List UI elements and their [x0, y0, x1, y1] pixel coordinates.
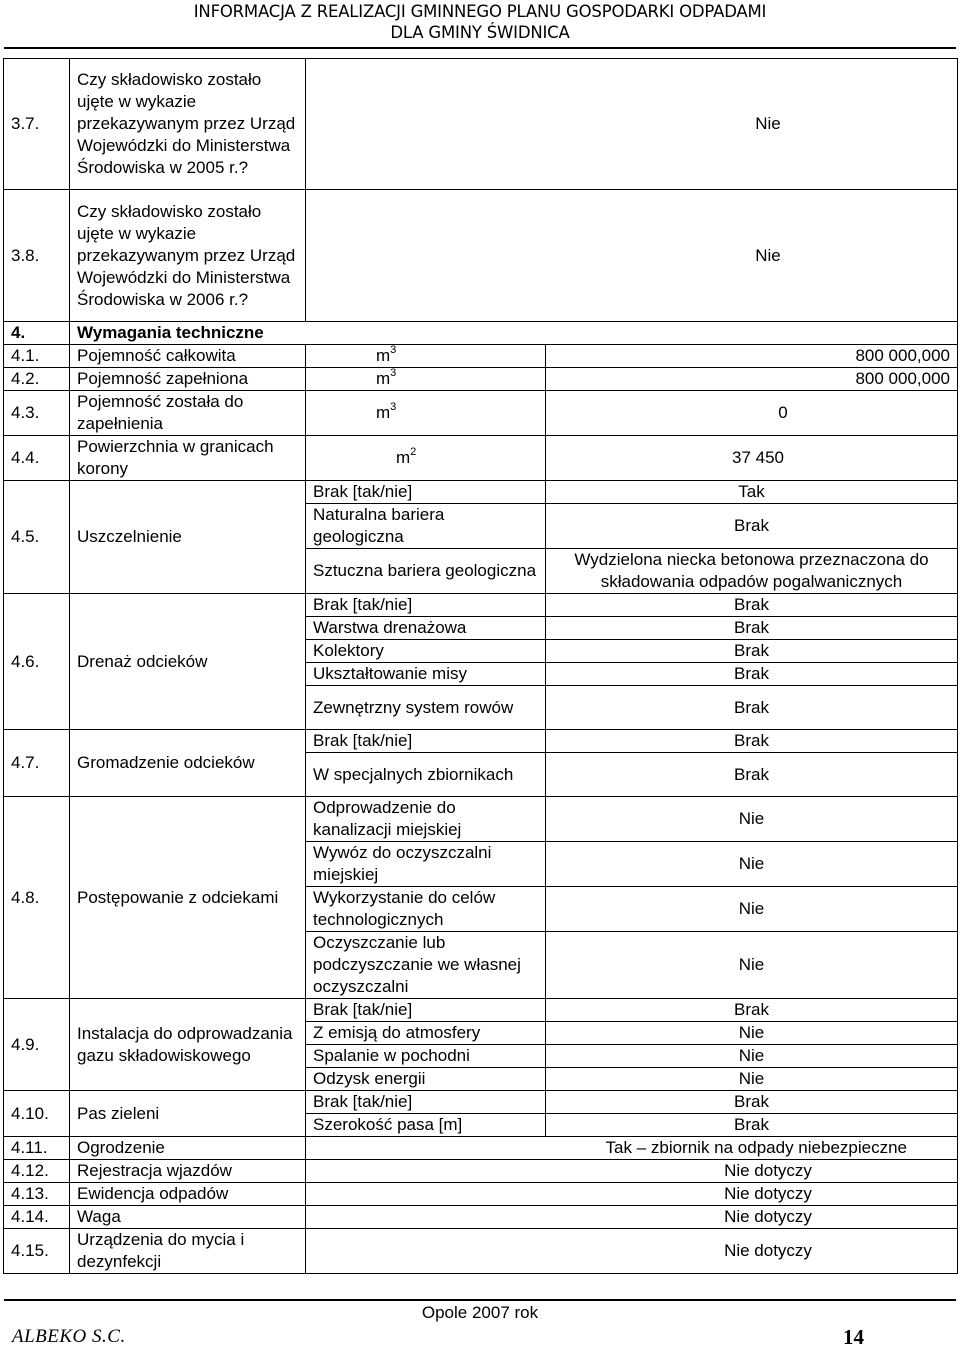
- table-row: [4, 391, 958, 436]
- row-number: 4.6.: [4, 594, 70, 730]
- table-row: [4, 1229, 958, 1274]
- sub-item-label: Sztuczna bariera geologiczna: [306, 549, 546, 594]
- sub-item-value: Brak: [546, 504, 958, 549]
- sub-item-value: Brak: [546, 617, 958, 640]
- row-number: 4.5.: [4, 481, 70, 594]
- sub-item-label: Kolektory: [306, 640, 546, 663]
- row-number: 4.12.: [4, 1160, 70, 1183]
- sub-item-value: Tak: [546, 481, 958, 504]
- row-number: 4.1.: [4, 345, 70, 368]
- sub-item-label: Oczyszczanie lub podczyszczanie we własnej oczyszczalni: [306, 932, 546, 999]
- table-row: [4, 1183, 958, 1206]
- row-question: Uszczelnienie: [70, 481, 306, 594]
- row-number: 4.10.: [4, 1091, 70, 1137]
- sub-item-label: Naturalna bariera geologiczna: [306, 504, 546, 549]
- row-value: 800 000,000: [546, 345, 958, 368]
- sub-item-label: Wywóz do oczyszczalni miejskiej: [306, 842, 546, 887]
- row-question: Czy składowisko zostało ujęte w wykazie przekazywanym przez Urząd Wojewódzki do Ministerstwa Środowiska w 2005 r.?: [70, 59, 306, 190]
- row-number: 4.8.: [4, 797, 70, 999]
- sub-item-value: Brak: [546, 594, 958, 617]
- row-number: 4.3.: [4, 391, 70, 436]
- sub-item-value: Brak: [546, 1091, 958, 1114]
- page-number: 14: [843, 1325, 864, 1349]
- row-value: Nie dotyczy: [306, 1206, 958, 1229]
- row-question: Powierzchnia w granicach korony: [70, 436, 306, 481]
- table-row: [4, 1206, 958, 1229]
- sub-item-value: Nie: [546, 842, 958, 887]
- sub-item-label: Spalanie w pochodni: [306, 1045, 546, 1068]
- row-question: Pojemność zapełniona: [70, 368, 306, 391]
- row-number: 4.13.: [4, 1183, 70, 1206]
- row-unit: $m^2$: [306, 436, 546, 481]
- row-number: 4.14.: [4, 1206, 70, 1229]
- table-row: [4, 1137, 958, 1160]
- row-unit: $m^3$: [306, 345, 546, 368]
- footer-rule: [4, 1299, 956, 1301]
- row-question: Pojemność całkowita: [70, 345, 306, 368]
- row-number: 4.11.: [4, 1137, 70, 1160]
- header-title-line1: INFORMACJA Z REALIZACJI GMINNEGO PLANU GOSPODARKI ODPADAMI: [193, 2, 767, 21]
- row-value: Nie: [306, 59, 958, 190]
- table-row: [4, 190, 958, 322]
- table-row: [4, 322, 958, 345]
- sub-item-label: Odzysk energii: [306, 1068, 546, 1091]
- row-unit: $m^3$: [306, 391, 546, 436]
- sub-item-label: Warstwa drenażowa: [306, 617, 546, 640]
- sub-item-value: Brak: [546, 730, 958, 753]
- sub-item-value: Brak: [546, 640, 958, 663]
- sub-item-label: Brak [tak/nie]: [306, 1091, 546, 1114]
- sub-item-value: Brak: [546, 686, 958, 730]
- row-number: 4.2.: [4, 368, 70, 391]
- sub-item-value: Nie: [546, 1045, 958, 1068]
- header-title-line2: DLA GMINY ŚWIDNICA: [390, 23, 570, 42]
- row-question: Rejestracja wjazdów: [70, 1160, 306, 1183]
- sub-item-label: Ukształtowanie misy: [306, 663, 546, 686]
- table-row: [4, 797, 958, 842]
- table-row: [4, 59, 958, 190]
- row-number: 4.9.: [4, 999, 70, 1091]
- footer-place-date: Opole 2007 rok: [421, 1303, 539, 1322]
- technical-requirements-table: [3, 58, 958, 1274]
- row-unit: $m^3$: [306, 368, 546, 391]
- row-number: 4.15.: [4, 1229, 70, 1274]
- row-value: Nie dotyczy: [306, 1160, 958, 1183]
- table-row: [4, 1160, 958, 1183]
- sub-item-value: Nie: [546, 932, 958, 999]
- row-question: Pojemność została do zapełnienia: [70, 391, 306, 436]
- sub-item-label: Brak [tak/nie]: [306, 481, 546, 504]
- header-rule: [4, 47, 956, 49]
- row-question: Ogrodzenie: [70, 1137, 306, 1160]
- row-question: Ewidencja odpadów: [70, 1183, 306, 1206]
- section-number: 4.: [4, 322, 70, 345]
- row-value: Tak – zbiornik na odpady niebezpieczne: [306, 1137, 958, 1160]
- sub-item-value: Nie: [546, 1022, 958, 1045]
- table-row: [4, 436, 958, 481]
- row-value: 0: [546, 391, 958, 436]
- sub-item-value: Brak: [546, 753, 958, 797]
- row-question: Instalacja do odprowadzania gazu składowiskowego: [70, 999, 306, 1091]
- row-number: 3.7.: [4, 59, 70, 190]
- table-row: [4, 345, 958, 368]
- sub-item-value: Wydzielona niecka betonowa przeznaczona do składowania odpadów pogalwanicznych: [546, 549, 958, 594]
- sub-item-label: Brak [tak/nie]: [306, 730, 546, 753]
- row-question: Drenaż odcieków: [70, 594, 306, 730]
- row-value: Nie: [306, 190, 958, 322]
- table-row: [4, 730, 958, 753]
- row-question: Postępowanie z odciekami: [70, 797, 306, 999]
- table-row: [4, 999, 958, 1022]
- table-row: [4, 1091, 958, 1114]
- row-number: 4.4.: [4, 436, 70, 481]
- row-number: 4.7.: [4, 730, 70, 797]
- section-title: Wymagania techniczne: [70, 322, 958, 345]
- sub-item-label: Szerokość pasa [m]: [306, 1114, 546, 1137]
- row-question: Czy składowisko zostało ujęte w wykazie przekazywanym przez Urząd Wojewódzki do Ministerstwa Środowiska w 2006 r.?: [70, 190, 306, 322]
- sub-item-label: Brak [tak/nie]: [306, 594, 546, 617]
- table-row: [4, 594, 958, 617]
- row-value: 800 000,000: [546, 368, 958, 391]
- sub-item-value: Brak: [546, 999, 958, 1022]
- row-question: Pas zieleni: [70, 1091, 306, 1137]
- sub-item-value: Nie: [546, 797, 958, 842]
- row-number: 3.8.: [4, 190, 70, 322]
- sub-item-label: Brak [tak/nie]: [306, 999, 546, 1022]
- sub-item-label: Zewnętrzny system rowów: [306, 686, 546, 730]
- sub-item-label: W specjalnych zbiornikach: [306, 753, 546, 797]
- row-value: Nie dotyczy: [306, 1183, 958, 1206]
- table-row: [4, 481, 958, 504]
- footer-company: ALBEKO S.C.: [12, 1326, 126, 1347]
- sub-item-value: Nie: [546, 887, 958, 932]
- sub-item-value: Nie: [546, 1068, 958, 1091]
- table-row: [4, 368, 958, 391]
- sub-item-label: Wykorzystanie do celów technologicznych: [306, 887, 546, 932]
- row-question: Urządzenia do mycia i dezynfekcji: [70, 1229, 306, 1274]
- row-value: 37 450: [546, 436, 958, 481]
- sub-item-value: Brak: [546, 1114, 958, 1137]
- sub-item-label: Z emisją do atmosfery: [306, 1022, 546, 1045]
- row-question: Gromadzenie odcieków: [70, 730, 306, 797]
- row-question: Waga: [70, 1206, 306, 1229]
- page-header: [0, 0, 960, 48]
- sub-item-value: Brak: [546, 663, 958, 686]
- sub-item-label: Odprowadzenie do kanalizacji miejskiej: [306, 797, 546, 842]
- row-value: Nie dotyczy: [306, 1229, 958, 1274]
